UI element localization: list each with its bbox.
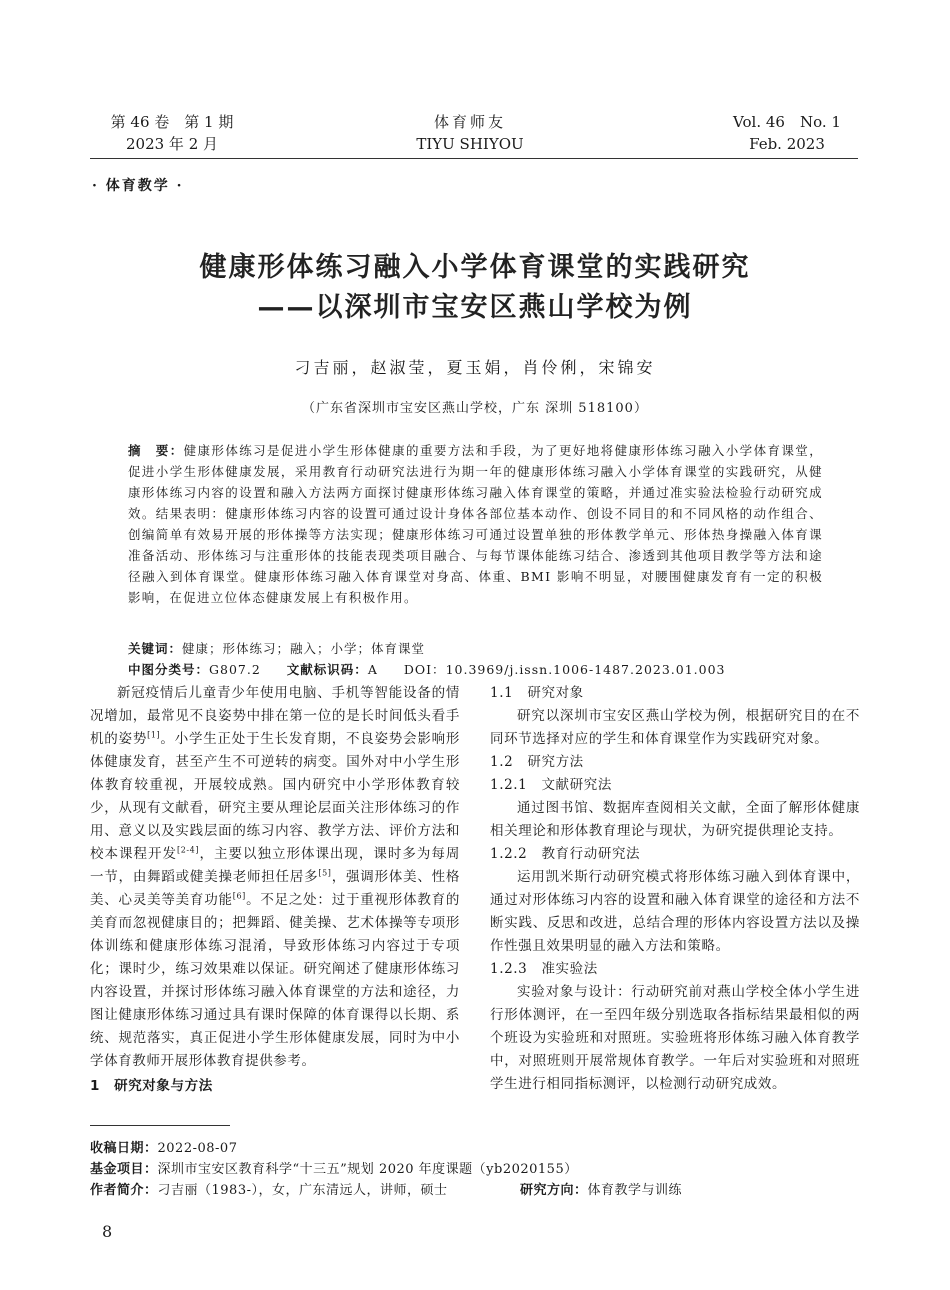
clc-label: 中图分类号：: [128, 662, 210, 677]
header-volume: 第 46 卷 第 1 期: [110, 113, 234, 131]
author-list: 刁吉丽，赵淑莹，夏玉娟，肖伶俐，宋锦安: [294, 358, 656, 377]
doi-value: 10.3969/j.issn.1006-1487.2023.01.003: [445, 662, 726, 677]
doi-label: DOI：: [403, 662, 446, 677]
citation-4: [6]: [232, 891, 246, 901]
fund-label: 基金项目：: [90, 1162, 158, 1177]
fund-value: 深圳市宝安区教育科学“十三五”规划 2020 年度课题（yb2020155）: [157, 1162, 578, 1177]
citation-1: [1]: [147, 730, 161, 740]
research-direction: [520, 1180, 682, 1201]
intro-paragraph: [90, 682, 460, 1073]
intro-text-b: 。小学生正处于生长发育期，不良姿势会影响形体健康发育，甚至产生不可逆转的病变。国外对中小学生形体教育较重视，开展较成熟。国内研究中小学形体教育较少，从现有文献看，研究主要从理论层面关注形体练习的作用、意义以及实践层面的练习内容、教学方法、评价方法和校本课程开发: [90, 731, 460, 862]
header-date: 2023 年 2 月: [125, 135, 219, 153]
abstract-label: 摘 要：: [128, 443, 184, 458]
heading-1-2-2: 1.2.2 教育行动研究法: [490, 846, 641, 862]
header-rule: [90, 158, 858, 159]
intro-text-c: ，主要以独立形体课出现，课时多为每周一节，由舞蹈或健美操老师担任居多: [90, 846, 460, 885]
keywords: [128, 638, 823, 659]
header-journal: [395, 111, 545, 155]
header-volume-issue: [108, 111, 236, 155]
intro-text-a: 新冠疫情后儿童青少年使用电脑、手机等智能设备的情况增加，最常见不良姿势中排在第一位的是长时间低头看手机的姿势: [90, 685, 460, 747]
heading-1-2-3: 1.2.3 准实验法: [490, 961, 598, 977]
doc-code-label: 文献标识码：: [286, 662, 368, 677]
intro-text-d: ，强调形体美、性格美、心灵美等美育功能: [90, 869, 460, 908]
header-volume-en: [722, 111, 852, 155]
header-vol-no: Vol. 46 No. 1: [733, 113, 841, 131]
keywords-text: 健康；形体练习；融入；小学；体育课堂: [182, 641, 426, 656]
received-label: 收稿日期：: [90, 1141, 158, 1156]
affiliation: （广东省深圳市宝安区燕山学校，广东 深圳 518100）: [302, 401, 648, 416]
paragraph-1-1: 研究以深圳市宝安区燕山学校为例，根据研究目的在不同环节选择对应的学生和体育课堂作为实践研究对象。: [490, 708, 860, 747]
received-date: [90, 1138, 237, 1159]
abstract: [128, 440, 823, 608]
section-tag: · 体育教学 ·: [92, 178, 184, 194]
doc-code-value: A: [367, 662, 378, 677]
paragraph-1-2-3: 实验对象与设计：行动研究前对燕山学校全体小学生进行形体测评，在一至四年级分别选取各指标结果最相似的两个班设为实验班和对照班。实验班将形体练习融入体育教学中，对照班则开展常规体育教学。一年后对实验班和对照班学生进行相同指标测评，以检测行动研究成效。: [490, 984, 860, 1092]
citation-2: [2-4]: [176, 845, 200, 855]
journal-name-cn: 体育师友: [433, 113, 506, 131]
body-left-column: [90, 682, 460, 1098]
paragraph-1-2-2: 运用凯米斯行动研究模式将形体练习融入到体育课中，通过对形体练习内容的设置和融入体育课堂的途径和方法不断实践、反思和改进，总结合理的形体内容设置方法以及操作性强且效果明显的融入方法和策略。: [490, 869, 860, 954]
author-bio-value: 刁吉丽（1983-），女，广东清远人，讲师，硕士: [157, 1183, 448, 1198]
received-value: 2022-08-07: [157, 1141, 238, 1156]
heading-1-2: 1.2 研究方法: [490, 754, 584, 770]
abstract-text: 健康形体练习是促进小学生形体健康的重要方法和手段，为了更好地将健康形体练习融入小学体育课堂，促进小学生形体健康发展，采用教育行动研究法进行为期一年的健康形体练习融入小学体育课堂的实践研究，从健康形体练习内容的设置和融入方法两方面探讨健康形体练习融入体育课堂的策略，并通过准实验法检验行动研究成效。结果表明：健康形体练习内容的设置可通过设计身体各部位基本动作、创设不同目的和不同风格的动作组合、创编简单有效易开展的形体操等方法实现；健康形体练习可通过设置单独的形体教学单元、形体热身操融入体育课准备活动、形体练习与注重形体的技能表现类项目融合、与每节课体能练习结合、渗透到其他项目教学等方法和途径融入到体育课堂。健康形体练习融入体育课堂对身高、体重、BMI 影响不明显，对腰围健康发育有一定的积极影响，在促进立位体态健康发展上有积极作用。: [128, 443, 823, 605]
clc-value: G807.2: [209, 662, 261, 677]
author-bio: [90, 1180, 448, 1201]
paragraph-1-2-1: 通过图书馆、数据库查阅相关文献，全面了解形体健康相关理论和形体教育理论与现状，为研究提供理论支持。: [490, 800, 860, 839]
heading-1-2-1: 1.2.1 文献研究法: [490, 777, 612, 793]
direction-value: 体育教学与训练: [587, 1183, 683, 1198]
title-line-2: ——以深圳市宝安区燕山学校为例: [257, 292, 693, 323]
author-bio-label: 作者简介：: [90, 1183, 158, 1198]
journal-name-en: TIYU SHIYOU: [416, 135, 524, 153]
classification-line: [128, 659, 823, 680]
body-right-column: [490, 682, 860, 1096]
title-line-1: 健康形体练习融入小学体育课堂的实践研究: [199, 252, 751, 283]
keywords-label: 关键词：: [128, 641, 183, 656]
citation-3: [5]: [318, 868, 332, 878]
footnote-rule: [90, 1125, 230, 1126]
direction-label: 研究方向：: [520, 1183, 588, 1198]
page-number: 8: [102, 1222, 113, 1241]
intro-text-e: 。不足之处：过于重视形体教育的美育而忽视健康目的；把舞蹈、健美操、艺术体操等专项形体训练和健康形体练习混淆，导致形体练习内容过于专项化；课时少，练习效果难以保证。研究阐述了健康形体练习内容设置，并探讨形体练习融入体育课堂的方法和途径，力图让健康形体练习通过具有课时保障的体育课得以长期、系统、规范落实，真正促进小学生形体健康发展，同时为中小学体育教师开展形体教育提供参考。: [90, 892, 461, 1069]
header-date-en: Feb. 2023: [749, 135, 825, 153]
heading-1-1: 1.1 研究对象: [490, 685, 584, 701]
fund-project: [90, 1159, 578, 1180]
section-heading-1: 1 研究对象与方法: [90, 1078, 213, 1094]
